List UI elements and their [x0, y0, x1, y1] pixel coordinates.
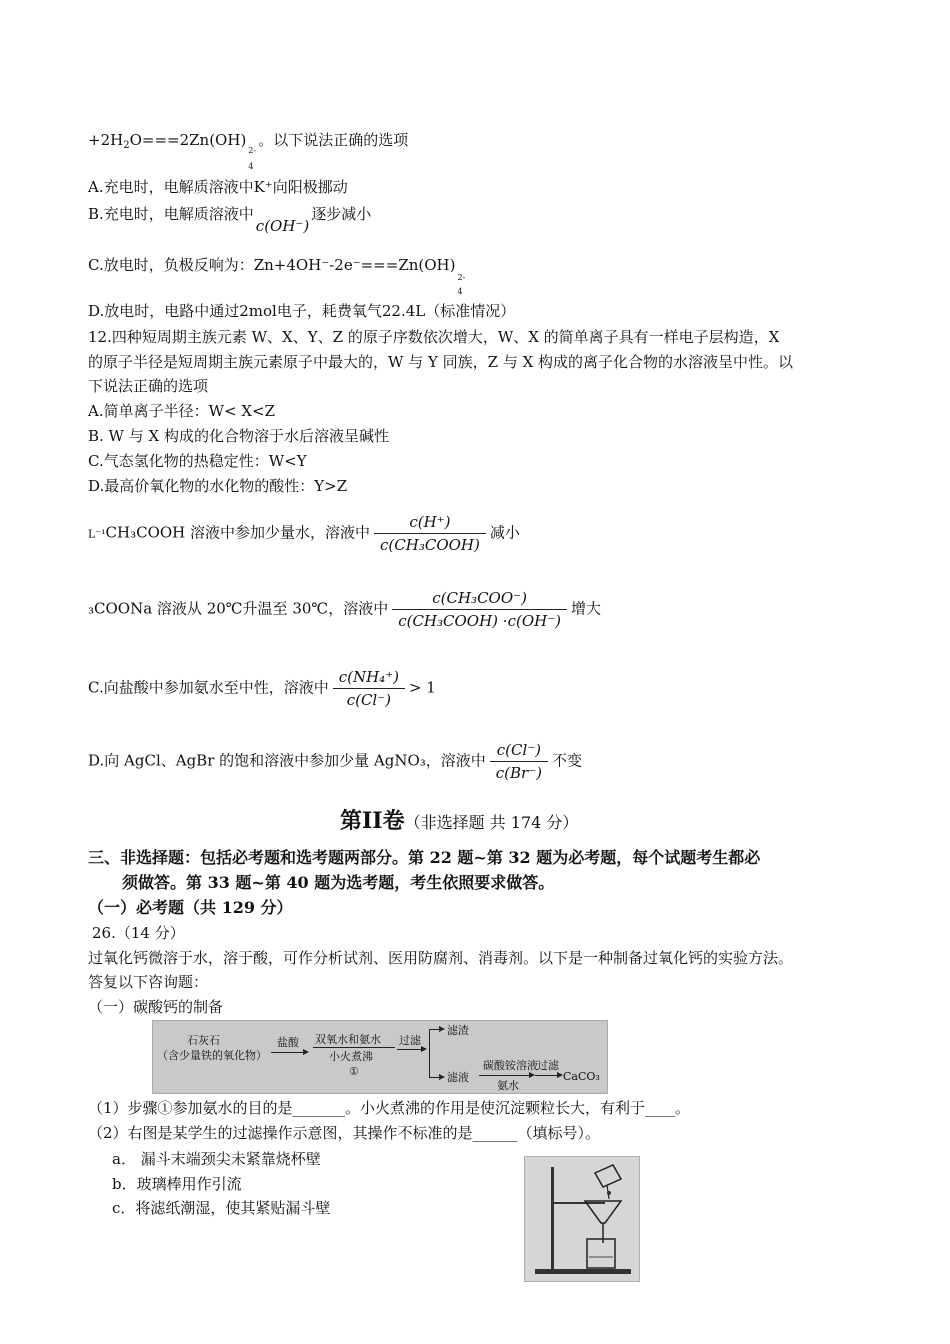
q26-subquestion-2: （2）右图是某学生的过滤操作示意图，其操作不标准的是______（填标号）。: [88, 1124, 601, 1142]
q26-option-a: a． 漏斗末端颈尖未紧靠烧杯壁: [112, 1150, 321, 1168]
q12-option-c: C.气态氢化物的热稳定性：W<Y: [88, 452, 307, 470]
q26-intro-line1: 过氧化钙微溶于水，溶于酸，可作分析试剂、医用防腐剂、消毒剂。以下是一种制备过氧化钙的实验方法。: [88, 949, 794, 967]
filtration-apparatus-image: [524, 1156, 640, 1282]
flow-arrow-3: [479, 1075, 533, 1076]
q12-option-a: A.简单离子半径：W< X<Z: [88, 402, 276, 420]
flow-step1-marker: ①: [349, 1065, 359, 1078]
flow-arrow-1: [271, 1052, 307, 1053]
q12-stem-line3: 下说法正确的选项: [88, 377, 209, 395]
flow-arrow-4: [535, 1075, 561, 1076]
flow-product: CaCO₃: [563, 1070, 600, 1083]
q12-option-d: D.最高价氧化物的水化物的酸性：Y>Z: [88, 477, 348, 495]
q26-option-b: b．玻璃棒用作引流: [112, 1175, 242, 1193]
q11-option-b: B.充电时，电解质溶液中c(OH⁻)逐步减小: [88, 205, 372, 235]
flow-start-label: 石灰石: [187, 1034, 220, 1047]
q26-option-c: c．将滤纸潮湿，使其紧贴漏斗壁: [112, 1199, 331, 1217]
q11-option-d: D.放电时，电路中通过2mol电子，耗费氧气22.4L（标准情况）: [88, 302, 516, 320]
flow-arrow-filtrate: [429, 1077, 443, 1078]
q13-option-c: C.向盐酸中参加氨水至中性，溶液中 $\frac{\text{c(NH₄⁺)}}{c(Cl^-)}$ > 1: [88, 668, 436, 709]
q13-option-d: D.向 AgCl、AgBr 的饱和溶液中参加少量 AgNO₃，溶液中 $\frac{c(Cl^-)}{c(Br^-)}$ 不变: [88, 741, 583, 782]
flow-start-note: （含少量铁的氧化物）: [157, 1049, 267, 1062]
q11-option-c: C.放电时，负极反响为：Zn+4OH⁻-2e⁻===Zn(OH) 2- 4: [88, 256, 466, 296]
q11-option-a: A.充电时，电解质溶液中K⁺向阳极挪动: [88, 178, 348, 196]
q11-equation: $+2H_2O===2Zn(OH)$ 2- 4 。以下说法正确的选项: [88, 131, 409, 171]
flow-filtrate: 滤液: [447, 1071, 469, 1084]
flow-filter1-label: 过滤: [399, 1034, 421, 1047]
section3-line1: 三、非选择题：包括必考题和选考题两部分。第 22 题~第 32 题为必考题，每个试题考生都必: [88, 848, 761, 867]
part2-heading: 第II卷（非选择题 共 174 分）: [340, 808, 579, 834]
flow-step1-condition: 小火煮沸: [329, 1050, 373, 1063]
section3-line2: 须做答。第 33 题~第 40 题为选考题，考生依照要求做答。: [122, 873, 555, 892]
q12-stem-line2: 的原子半径是短周期主族元素原子中最大的，W 与 Y 同族，Z 与 X 构成的离子化合物的水溶液呈中性。以: [88, 353, 794, 371]
flow-arrow-2: [397, 1049, 425, 1050]
q13-option-a: L⁻¹CH₃COOH 溶液中参加少量水，溶液中 $\frac{c(H^+)}{\text{c(CH₃COOH)}}$ 减小: [88, 513, 520, 554]
q26-intro-line2: 答复以下咨询题：: [88, 973, 209, 991]
flow-residue: 滤渣: [447, 1024, 469, 1037]
flow-filter2-label: 过滤: [537, 1059, 559, 1072]
required-section-heading: （一）必考题（共 129 分）: [88, 898, 293, 917]
q12-option-b: B. W 与 X 构成的化合物溶于水后溶液呈碱性: [88, 427, 389, 445]
q26-heading: 26.（14 分）: [92, 924, 185, 942]
q13-option-b: ₃COONa 溶液从 20℃升温至 30℃，溶液中 $\frac{\text{c(CH₃COO⁻)}}{\text{c(CH₃COOH) ·c(OH⁻)}}$ 增大: [88, 589, 601, 630]
calcium-carbonate-flowchart: [152, 1020, 608, 1094]
flow-reagent2-extra: 氨水: [497, 1079, 519, 1092]
q26-subquestion-1: （1）步骤①参加氨水的目的是_______。小火煮沸的作用是使沉淀颗粒长大，有利于____。: [88, 1099, 691, 1117]
flow-reagent2: 碳酸铵溶液: [483, 1059, 538, 1072]
q26-part1-heading: （一）碳酸钙的制备: [88, 998, 224, 1016]
flow-arrow-residue: [429, 1029, 443, 1030]
q12-stem-line1: 12.四种短周期主族元素 W、X、Y、Z 的原子序数依次增大，W、X 的简单离子具有一样电子层构造，X: [88, 328, 780, 346]
flow-step1-reagent: 双氧水和氨水: [315, 1033, 381, 1046]
flow-acid-label: 盐酸: [277, 1036, 299, 1049]
